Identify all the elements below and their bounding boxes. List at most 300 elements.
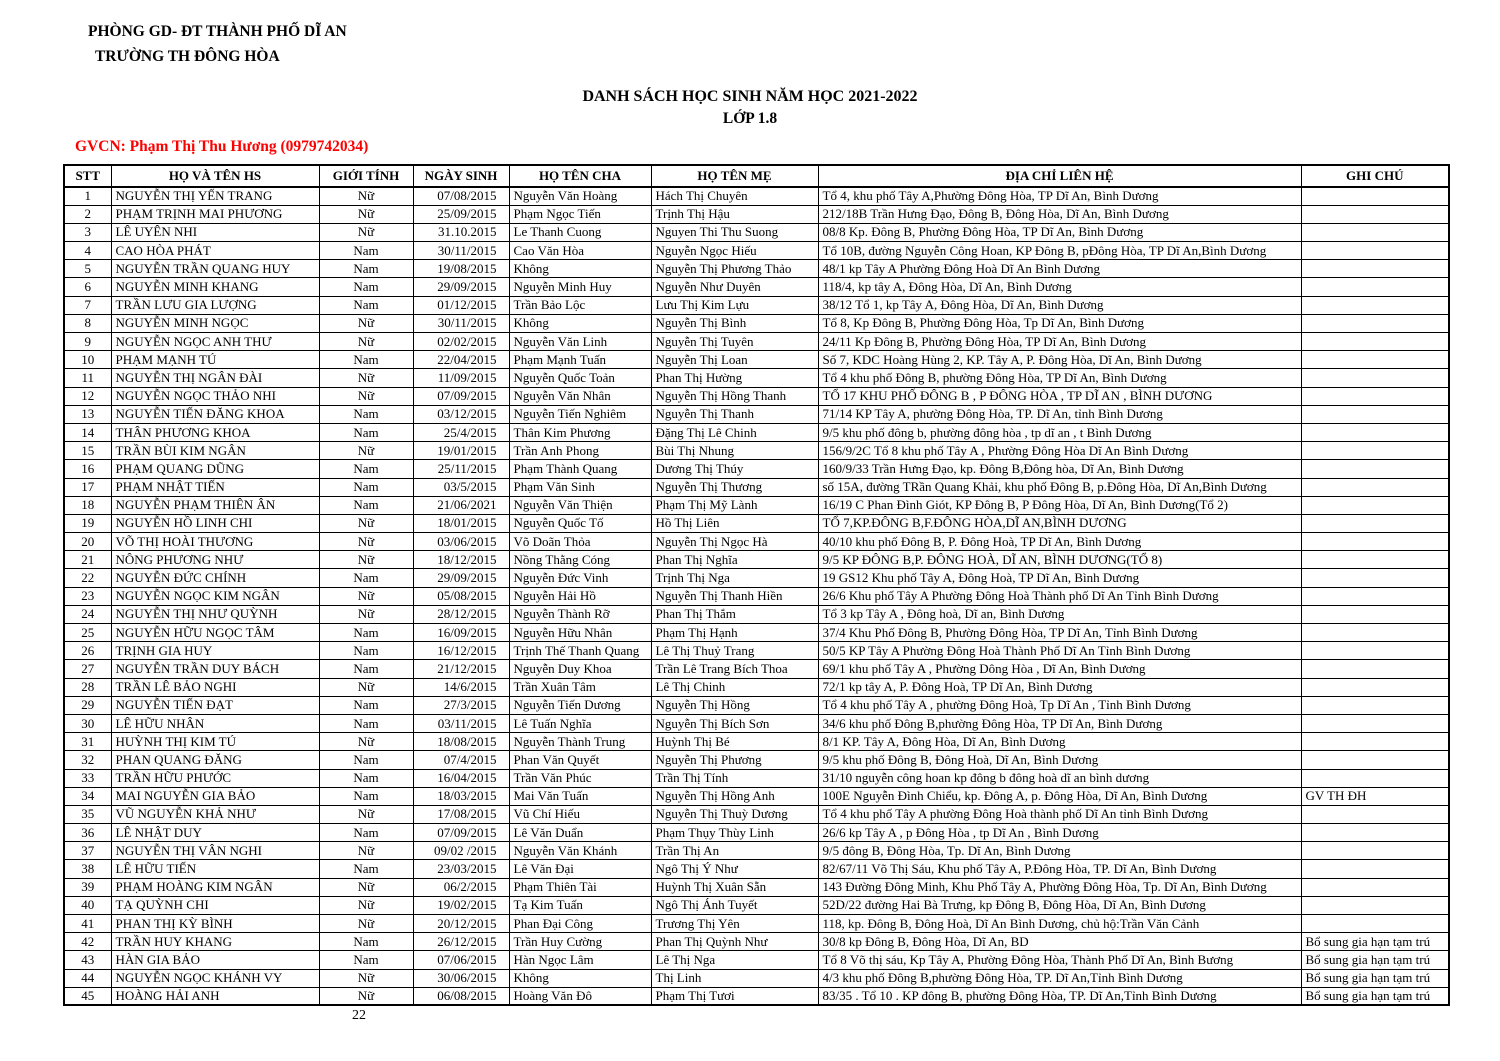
cell-ho-ten-cha: Nguyễn Đức Vinh: [509, 569, 651, 587]
cell-ho-ten-me: Dương Thị Thúy: [651, 460, 818, 478]
cell-ngay-sinh: 26/12/2015: [413, 933, 509, 951]
cell-ho-ten-me: Nguyễn Thị Thuỳ Dương: [651, 805, 818, 823]
cell-ho-va-ten-hs: NGUYỄN THỊ YẾN TRANG: [111, 187, 319, 205]
cell-ho-va-ten-hs: LÊ UYÊN NHI: [111, 223, 319, 241]
cell-ghi-chu: Bổ sung gia hạn tạm trú: [1301, 969, 1449, 987]
cell-ho-ten-cha: Nguyễn Quốc Tố: [509, 514, 651, 532]
cell-ho-va-ten-hs: PHẠM QUANG DŨNG: [111, 460, 319, 478]
cell-stt: 2: [64, 205, 111, 223]
table-row: [64, 333, 1449, 351]
cell-ho-va-ten-hs: NGUYỄN TRẦN DUY BÁCH: [111, 660, 319, 678]
cell-ho-va-ten-hs: NGUYỄN NGỌC ANH THƯ: [111, 333, 319, 351]
cell-stt: 45: [64, 987, 111, 1005]
cell-dia-chi-lien-he: số 15A, đường TRần Quang Khải, khu phố Đông B, p.Đông Hòa, Dĩ An,Bình Dương: [818, 478, 1301, 496]
cell-stt: 27: [64, 660, 111, 678]
cell-ghi-chu: [1301, 187, 1449, 205]
cell-stt: 43: [64, 951, 111, 969]
cell-stt: 26: [64, 642, 111, 660]
cell-ghi-chu: [1301, 478, 1449, 496]
cell-ho-ten-me: Nguyễn Thị Tuyên: [651, 333, 818, 351]
cell-ngay-sinh: 03/11/2015: [413, 714, 509, 732]
cell-ho-ten-me: Huỳnh Thị Xuân Sẵn: [651, 878, 818, 896]
cell-ho-ten-me: Lê Thị Thuỷ Trang: [651, 642, 818, 660]
cell-gioi-tinh: Nam: [319, 696, 413, 714]
cell-ho-va-ten-hs: THÂN PHƯƠNG KHOA: [111, 423, 319, 441]
cell-ho-ten-me: Hồ Thị Liên: [651, 514, 818, 532]
cell-ho-va-ten-hs: NGUYỄN PHẠM THIÊN ÂN: [111, 496, 319, 514]
cell-ngay-sinh: 03/5/2015: [413, 478, 509, 496]
cell-gioi-tinh: Nam: [319, 951, 413, 969]
cell-ghi-chu: [1301, 751, 1449, 769]
cell-ho-ten-me: Nguyễn Thị Phương: [651, 751, 818, 769]
cell-ho-ten-cha: Nguyễn Tiến Dương: [509, 696, 651, 714]
cell-ho-va-ten-hs: NGUYỄN MINH KHANG: [111, 278, 319, 296]
cell-ho-ten-me: Lê Thị Chinh: [651, 678, 818, 696]
cell-dia-chi-lien-he: 30/8 kp Đông B, Đông Hòa, Dĩ An, BD: [818, 933, 1301, 951]
cell-ghi-chu: [1301, 624, 1449, 642]
cell-ngay-sinh: 29/09/2015: [413, 569, 509, 587]
cell-dia-chi-lien-he: 26/6 kp Tây A , p Đông Hòa , tp Dĩ An , Bình Dương: [818, 824, 1301, 842]
cell-stt: 21: [64, 551, 111, 569]
cell-ho-va-ten-hs: NÔNG PHƯƠNG NHƯ: [111, 551, 319, 569]
cell-ngay-sinh: 09/02 /2015: [413, 842, 509, 860]
document-title-block: [0, 88, 1500, 128]
cell-ngay-sinh: 06/2/2015: [413, 878, 509, 896]
table-row: [64, 605, 1449, 623]
cell-gioi-tinh: Nữ: [319, 442, 413, 460]
cell-dia-chi-lien-he: Tổ 8, Kp Đông B, Phường Đông Hòa, Tp Dĩ An, Bình Dương: [818, 314, 1301, 332]
cell-ghi-chu: [1301, 878, 1449, 896]
cell-ho-ten-cha: Trần Bảo Lộc: [509, 296, 651, 314]
table-row: [64, 951, 1449, 969]
cell-ngay-sinh: 21/06/2021: [413, 496, 509, 514]
cell-dia-chi-lien-he: 83/35 . Tổ 10 . KP đông B, phường Đông Hòa, TP. Dĩ An,Tỉnh Bình Dương: [818, 987, 1301, 1005]
table-row: [64, 624, 1449, 642]
cell-ngay-sinh: 03/12/2015: [413, 405, 509, 423]
cell-gioi-tinh: Nam: [319, 642, 413, 660]
cell-stt: 30: [64, 714, 111, 732]
cell-ho-ten-me: Đặng Thị Lê Chinh: [651, 423, 818, 441]
cell-ho-ten-me: Nguyen Thi Thu Suong: [651, 223, 818, 241]
cell-ghi-chu: [1301, 824, 1449, 842]
cell-ho-va-ten-hs: TRẦN HUY KHANG: [111, 933, 319, 951]
cell-dia-chi-lien-he: 9/5 khu phố đông b, phường đông hòa , tp dĩ an , t Bình Dương: [818, 423, 1301, 441]
cell-gioi-tinh: Nam: [319, 460, 413, 478]
cell-ho-ten-me: Nguyễn Thị Thương: [651, 478, 818, 496]
table-row: [64, 969, 1449, 987]
cell-ngay-sinh: 30/11/2015: [413, 242, 509, 260]
cell-ho-ten-cha: Phan Văn Quyết: [509, 751, 651, 769]
table-row: [64, 296, 1449, 314]
cell-dia-chi-lien-he: 9/5 đông B, Đông Hòa, Tp. Dĩ An, Bình Dương: [818, 842, 1301, 860]
document-title: DANH SÁCH HỌC SINH NĂM HỌC 2021-2022: [582, 88, 918, 105]
cell-stt: 10: [64, 351, 111, 369]
cell-gioi-tinh: Nam: [319, 423, 413, 441]
cell-ngay-sinh: 25/11/2015: [413, 460, 509, 478]
cell-ngay-sinh: 30/11/2015: [413, 314, 509, 332]
cell-gioi-tinh: Nam: [319, 824, 413, 842]
cell-ho-ten-cha: Lê Văn Duẩn: [509, 824, 651, 842]
table-row: [64, 551, 1449, 569]
cell-gioi-tinh: Nam: [319, 569, 413, 587]
cell-ho-va-ten-hs: LÊ HỮU TIẾN: [111, 860, 319, 878]
cell-gioi-tinh: Nam: [319, 405, 413, 423]
cell-gioi-tinh: Nam: [319, 296, 413, 314]
cell-ghi-chu: Bổ sung gia hạn tạm trú: [1301, 933, 1449, 951]
cell-ho-ten-me: Phan Thị Nghĩa: [651, 551, 818, 569]
table-row: [64, 751, 1449, 769]
cell-stt: 29: [64, 696, 111, 714]
cell-ghi-chu: [1301, 805, 1449, 823]
cell-ghi-chu: [1301, 896, 1449, 914]
cell-ho-va-ten-hs: NGUYỄN HỒ LINH CHI: [111, 514, 319, 532]
cell-ho-ten-cha: Cao Văn Hòa: [509, 242, 651, 260]
cell-dia-chi-lien-he: Tổ 4, khu phố Tây A,Phường Đông Hòa, TP Dĩ An, Bình Dương: [818, 187, 1301, 205]
cell-ngay-sinh: 29/09/2015: [413, 278, 509, 296]
cell-gioi-tinh: Nữ: [319, 369, 413, 387]
cell-ho-ten-me: Nguyễn Thị Bích Sơn: [651, 714, 818, 732]
table-row: [64, 278, 1449, 296]
cell-ghi-chu: [1301, 769, 1449, 787]
cell-ngay-sinh: 16/12/2015: [413, 642, 509, 660]
cell-stt: 38: [64, 860, 111, 878]
cell-ho-va-ten-hs: HOÀNG HẢI ANH: [111, 987, 319, 1005]
table-row: [64, 805, 1449, 823]
table-row: [64, 314, 1449, 332]
cell-dia-chi-lien-he: Tổ 4 khu phố Tây A , phường Đông Hoà, Tp Dĩ An , Tỉnh Bình Dương: [818, 696, 1301, 714]
table-row: [64, 442, 1449, 460]
cell-ho-va-ten-hs: NGUYỄN TIẾN ĐĂNG KHOA: [111, 405, 319, 423]
cell-ho-ten-me: Trịnh Thị Nga: [651, 569, 818, 587]
cell-dia-chi-lien-he: 31/10 nguyễn công hoan kp đông b đông hoà dĩ an bình dương: [818, 769, 1301, 787]
cell-ghi-chu: [1301, 205, 1449, 223]
header-row: [64, 165, 1449, 187]
cell-stt: 18: [64, 496, 111, 514]
table-row: [64, 896, 1449, 914]
cell-ho-ten-cha: Lê Văn Đại: [509, 860, 651, 878]
table-row: [64, 714, 1449, 732]
cell-ngay-sinh: 31.10.2015: [413, 223, 509, 241]
cell-ghi-chu: GV TH ĐH: [1301, 787, 1449, 805]
cell-ho-va-ten-hs: NGUYỄN TIẾN ĐẠT: [111, 696, 319, 714]
cell-ngay-sinh: 20/12/2015: [413, 915, 509, 933]
cell-gioi-tinh: Nữ: [319, 915, 413, 933]
cell-ngay-sinh: 14/6/2015: [413, 678, 509, 696]
table-row: [64, 223, 1449, 241]
cell-dia-chi-lien-he: 40/10 khu phố Đông B, P. Đông Hoà, TP Dĩ An, Bình Dương: [818, 533, 1301, 551]
table-row: [64, 514, 1449, 532]
table-row: [64, 878, 1449, 896]
cell-ho-va-ten-hs: NGUYỄN THỊ VÂN NGHI: [111, 842, 319, 860]
cell-ho-ten-cha: Lê Tuấn Nghĩa: [509, 714, 651, 732]
cell-ho-va-ten-hs: NGUYỄN TRẦN QUANG HUY: [111, 260, 319, 278]
column-header-ho-ten-cha: HỌ TÊN CHA: [509, 165, 651, 187]
cell-ngay-sinh: 07/09/2015: [413, 824, 509, 842]
cell-ho-ten-cha: Phạm Mạnh Tuấn: [509, 351, 651, 369]
cell-ho-ten-me: Lưu Thị Kim Lựu: [651, 296, 818, 314]
cell-dia-chi-lien-he: 34/6 khu phố Đông B,phường Đông Hòa, TP Dĩ An, Bình Dương: [818, 714, 1301, 732]
cell-ho-va-ten-hs: VÕ THỊ HOÀI THƯƠNG: [111, 533, 319, 551]
cell-ho-ten-cha: Nguyễn Quốc Toản: [509, 369, 651, 387]
cell-ho-va-ten-hs: NGUYỄN THỊ NHƯ QUỲNH: [111, 605, 319, 623]
cell-ho-va-ten-hs: LÊ NHẬT DUY: [111, 824, 319, 842]
cell-ho-ten-me: Lê Thị Nga: [651, 951, 818, 969]
cell-gioi-tinh: Nam: [319, 714, 413, 732]
cell-gioi-tinh: Nữ: [319, 805, 413, 823]
cell-stt: 9: [64, 333, 111, 351]
cell-ho-ten-cha: Nguyễn Văn Thiện: [509, 496, 651, 514]
cell-gioi-tinh: Nam: [319, 860, 413, 878]
cell-ho-ten-me: Nguyễn Thị Hồng Anh: [651, 787, 818, 805]
cell-ho-ten-me: Nguyễn Thị Hồng: [651, 696, 818, 714]
cell-stt: 17: [64, 478, 111, 496]
table-row: [64, 351, 1449, 369]
cell-ghi-chu: [1301, 387, 1449, 405]
cell-dia-chi-lien-he: 16/19 C Phan Đình Giót, KP Đông B, P Đông Hòa, Dĩ An, Bình Dương(Tổ 2): [818, 496, 1301, 514]
cell-ho-ten-cha: Nguyễn Hữu Nhân: [509, 624, 651, 642]
cell-gioi-tinh: Nam: [319, 769, 413, 787]
cell-dia-chi-lien-he: Tổ 4 khu phố Tây A phường Đông Hoà thành phố Dĩ An tỉnh Bình Dương: [818, 805, 1301, 823]
cell-gioi-tinh: Nữ: [319, 987, 413, 1005]
student-table-body: [64, 187, 1449, 1005]
table-row: [64, 915, 1449, 933]
cell-ho-va-ten-hs: PHẠM MẠNH TÚ: [111, 351, 319, 369]
cell-stt: 41: [64, 915, 111, 933]
table-row: [64, 496, 1449, 514]
cell-ghi-chu: [1301, 514, 1449, 532]
cell-dia-chi-lien-he: 72/1 kp tây A, P. Đông Hoà, TP Dĩ An, Bình Dương: [818, 678, 1301, 696]
cell-ho-ten-cha: Nguyễn Văn Linh: [509, 333, 651, 351]
cell-ho-ten-me: Phan Thị Thắm: [651, 605, 818, 623]
cell-ghi-chu: [1301, 496, 1449, 514]
cell-gioi-tinh: Nữ: [319, 187, 413, 205]
cell-ho-ten-cha: Nguyễn Văn Nhân: [509, 387, 651, 405]
cell-ho-ten-me: Hách Thị Chuyên: [651, 187, 818, 205]
page-number: 22: [352, 1008, 366, 1023]
cell-ngay-sinh: 11/09/2015: [413, 369, 509, 387]
table-row: [64, 205, 1449, 223]
cell-ho-ten-cha: Trần Xuân Tâm: [509, 678, 651, 696]
cell-dia-chi-lien-he: Tổ 10B, đường Nguyễn Công Hoan, KP Đông B, pĐông Hòa, TP Dĩ An,Bình Dương: [818, 242, 1301, 260]
cell-stt: 16: [64, 460, 111, 478]
cell-stt: 12: [64, 387, 111, 405]
cell-dia-chi-lien-he: 118, kp. Đông B, Đông Hoà, Dĩ An Bình Dương, chủ hộ:Trần Văn Cảnh: [818, 915, 1301, 933]
cell-ho-va-ten-hs: TRẦN HỮU PHƯỚC: [111, 769, 319, 787]
cell-gioi-tinh: Nữ: [319, 896, 413, 914]
cell-dia-chi-lien-he: 24/11 Kp Đông B, Phường Đông Hòa, TP Dĩ An, Bình Dương: [818, 333, 1301, 351]
cell-gioi-tinh: Nam: [319, 624, 413, 642]
cell-ho-va-ten-hs: TẠ QUỲNH CHI: [111, 896, 319, 914]
cell-gioi-tinh: Nam: [319, 351, 413, 369]
cell-dia-chi-lien-he: 118/4, kp tây A, Đông Hòa, Dĩ An, Bình Dương: [818, 278, 1301, 296]
cell-ngay-sinh: 25/09/2015: [413, 205, 509, 223]
cell-ho-ten-me: Nguyễn Ngọc Hiếu: [651, 242, 818, 260]
cell-dia-chi-lien-he: 143 Đường Đông Minh, Khu Phố Tây A, Phường Đông Hòa, Tp. Dĩ An, Bình Dương: [818, 878, 1301, 896]
cell-ho-ten-cha: Nguyễn Thành Rỡ: [509, 605, 651, 623]
cell-stt: 39: [64, 878, 111, 896]
column-header-stt: STT: [64, 165, 111, 187]
cell-dia-chi-lien-he: 8/1 KP. Tây A, Đông Hòa, Dĩ An, Bình Dương: [818, 733, 1301, 751]
cell-dia-chi-lien-he: Tổ 8 Võ thị sáu, Kp Tây A, Phường Đông Hòa, Thành Phố Dĩ An, Bình Bương: [818, 951, 1301, 969]
student-table: [63, 164, 1450, 1006]
cell-ho-va-ten-hs: NGUYỄN NGỌC THẢO NHI: [111, 387, 319, 405]
table-row: [64, 642, 1449, 660]
cell-gioi-tinh: Nữ: [319, 733, 413, 751]
cell-ho-va-ten-hs: TRẦN BÙI KIM NGÂN: [111, 442, 319, 460]
org-header: [88, 20, 347, 70]
cell-ho-ten-cha: Không: [509, 314, 651, 332]
cell-ngay-sinh: 19/08/2015: [413, 260, 509, 278]
cell-ho-ten-cha: Nguyễn Minh Huy: [509, 278, 651, 296]
cell-ghi-chu: [1301, 696, 1449, 714]
cell-gioi-tinh: Nữ: [319, 605, 413, 623]
cell-gioi-tinh: Nữ: [319, 842, 413, 860]
cell-ho-ten-me: Phạm Thị Hạnh: [651, 624, 818, 642]
cell-dia-chi-lien-he: 156/9/2C Tổ 8 khu phố Tây A , Phường Đông Hòa Dĩ An Bình Dương: [818, 442, 1301, 460]
cell-ghi-chu: [1301, 460, 1449, 478]
homeroom-teacher-line: GVCN: Phạm Thị Thu Hương (0979742034): [75, 138, 369, 155]
cell-ngay-sinh: 23/03/2015: [413, 860, 509, 878]
cell-ghi-chu: [1301, 860, 1449, 878]
cell-ho-ten-cha: Nguyễn Thành Trung: [509, 733, 651, 751]
cell-ngay-sinh: 05/08/2015: [413, 587, 509, 605]
cell-ho-ten-me: Trương Thị Yên: [651, 915, 818, 933]
cell-gioi-tinh: Nữ: [319, 587, 413, 605]
cell-ngay-sinh: 18/03/2015: [413, 787, 509, 805]
cell-gioi-tinh: Nam: [319, 260, 413, 278]
cell-dia-chi-lien-he: 19 GS12 Khu phố Tây A, Đông Hoà, TP Dĩ An, Bình Dương: [818, 569, 1301, 587]
cell-stt: 19: [64, 514, 111, 532]
cell-ho-va-ten-hs: NGUYỄN THỊ NGÂN ĐÀI: [111, 369, 319, 387]
cell-dia-chi-lien-he: 37/4 Khu Phố Đông B, Phường Đông Hòa, TP Dĩ An, Tỉnh Bình Dương: [818, 624, 1301, 642]
cell-ghi-chu: [1301, 660, 1449, 678]
cell-stt: 40: [64, 896, 111, 914]
cell-ghi-chu: [1301, 587, 1449, 605]
cell-ho-ten-me: Trần Lê Trang Bích Thoa: [651, 660, 818, 678]
table-row: [64, 933, 1449, 951]
cell-ho-va-ten-hs: VŨ NGUYỄN KHẢ NHƯ: [111, 805, 319, 823]
cell-ho-ten-me: Trịnh Thị Hậu: [651, 205, 818, 223]
cell-ho-ten-me: Phan Thị Hường: [651, 369, 818, 387]
cell-gioi-tinh: Nữ: [319, 333, 413, 351]
cell-gioi-tinh: Nam: [319, 478, 413, 496]
cell-ho-va-ten-hs: HUỲNH THỊ KIM TÚ: [111, 733, 319, 751]
cell-stt: 5: [64, 260, 111, 278]
cell-stt: 31: [64, 733, 111, 751]
cell-dia-chi-lien-he: 160/9/33 Trần Hưng Đạo, kp. Đông B,Đông hòa, Dĩ An, Bình Dương: [818, 460, 1301, 478]
cell-gioi-tinh: Nam: [319, 496, 413, 514]
cell-stt: 15: [64, 442, 111, 460]
cell-ho-ten-me: Nguyễn Thị Bình: [651, 314, 818, 332]
cell-stt: 1: [64, 187, 111, 205]
table-row: [64, 405, 1449, 423]
cell-ho-ten-cha: Võ Doãn Thỏa: [509, 533, 651, 551]
cell-gioi-tinh: Nữ: [319, 533, 413, 551]
cell-dia-chi-lien-he: 9/5 KP ĐÔNG B,P. ĐÔNG HOÀ, DĨ AN, BÌNH DƯƠNG(TỔ 8): [818, 551, 1301, 569]
cell-ghi-chu: [1301, 278, 1449, 296]
cell-dia-chi-lien-he: 08/8 Kp. Đông B, Phường Đông Hòa, TP Dĩ An, Bình Dương: [818, 223, 1301, 241]
cell-gioi-tinh: Nữ: [319, 969, 413, 987]
table-row: [64, 460, 1449, 478]
cell-ho-va-ten-hs: PHẠM TRỊNH MAI PHƯƠNG: [111, 205, 319, 223]
cell-dia-chi-lien-he: 50/5 KP Tây A Phường Đông Hoà Thành Phố Dĩ An Tỉnh Bình Dương: [818, 642, 1301, 660]
cell-ho-ten-cha: Không: [509, 969, 651, 987]
cell-ghi-chu: [1301, 642, 1449, 660]
cell-stt: 33: [64, 769, 111, 787]
cell-ho-ten-cha: Phan Đại Công: [509, 915, 651, 933]
cell-ngay-sinh: 22/04/2015: [413, 351, 509, 369]
table-row: [64, 260, 1449, 278]
cell-stt: 7: [64, 296, 111, 314]
cell-dia-chi-lien-he: 212/18B Trần Hưng Đạo, Đông B, Đông Hòa, Dĩ An, Bình Dương: [818, 205, 1301, 223]
table-row: [64, 824, 1449, 842]
cell-gioi-tinh: Nữ: [319, 205, 413, 223]
cell-ngay-sinh: 07/06/2015: [413, 951, 509, 969]
cell-ho-ten-cha: Nguyễn Tiến Nghiêm: [509, 405, 651, 423]
cell-ghi-chu: [1301, 260, 1449, 278]
cell-ngay-sinh: 25/4/2015: [413, 423, 509, 441]
cell-dia-chi-lien-he: 26/6 Khu phố Tây A Phường Đông Hoà Thành phố Dĩ An Tỉnh Bình Dương: [818, 587, 1301, 605]
cell-ho-ten-me: Nguyễn Thị Thanh: [651, 405, 818, 423]
cell-stt: 4: [64, 242, 111, 260]
cell-ngay-sinh: 07/09/2015: [413, 387, 509, 405]
cell-dia-chi-lien-he: Tổ 4 khu phố Đông B, phường Đông Hòa, TP Dĩ An, Bình Dương: [818, 369, 1301, 387]
cell-ngay-sinh: 07/4/2015: [413, 751, 509, 769]
table-row: [64, 987, 1449, 1005]
cell-dia-chi-lien-he: TỔ 7,KP.ĐÔNG B,F.ĐÔNG HÒA,DĨ AN,BÌNH DƯƠNG: [818, 514, 1301, 532]
cell-ngay-sinh: 28/12/2015: [413, 605, 509, 623]
cell-ho-ten-cha: Nguyễn Hải Hồ: [509, 587, 651, 605]
cell-dia-chi-lien-he: Tổ 3 kp Tây A , Đông hoà, Dĩ an, Bình Dương: [818, 605, 1301, 623]
cell-ho-ten-cha: Phạm Thành Quang: [509, 460, 651, 478]
table-row: [64, 242, 1449, 260]
class-subtitle: LỚP 1.8: [722, 110, 778, 127]
cell-ngay-sinh: 02/02/2015: [413, 333, 509, 351]
cell-stt: 37: [64, 842, 111, 860]
cell-ghi-chu: [1301, 242, 1449, 260]
table-row: [64, 478, 1449, 496]
cell-ghi-chu: [1301, 915, 1449, 933]
cell-ho-ten-me: Phan Thị Quỳnh Như: [651, 933, 818, 951]
cell-gioi-tinh: Nam: [319, 933, 413, 951]
cell-ho-ten-me: Nguyễn Thị Ngọc Hà: [651, 533, 818, 551]
column-header-gioi-tinh: GIỚI TÍNH: [319, 165, 413, 187]
column-header-ho-va-ten-hs: HỌ VÀ TÊN HS: [111, 165, 319, 187]
cell-stt: 13: [64, 405, 111, 423]
cell-ghi-chu: [1301, 714, 1449, 732]
cell-ngay-sinh: 16/09/2015: [413, 624, 509, 642]
cell-ho-va-ten-hs: MAI NGUYỄN GIA BẢO: [111, 787, 319, 805]
cell-ho-ten-me: Ngô Thị Ý Như: [651, 860, 818, 878]
cell-ngay-sinh: 21/12/2015: [413, 660, 509, 678]
cell-ghi-chu: [1301, 678, 1449, 696]
table-row: [64, 769, 1449, 787]
cell-dia-chi-lien-he: 69/1 khu phố Tây A , Phường Dông Hòa , Dĩ An, Bình Dương: [818, 660, 1301, 678]
cell-stt: 3: [64, 223, 111, 241]
cell-dia-chi-lien-he: 82/67/11 Võ Thị Sáu, Khu phố Tây A, P.Đông Hòa, TP. Dĩ An, Bình Dương: [818, 860, 1301, 878]
cell-ho-ten-cha: Nồng Thằng Cóng: [509, 551, 651, 569]
cell-stt: 32: [64, 751, 111, 769]
cell-ho-ten-cha: Nguyễn Văn Hoàng: [509, 187, 651, 205]
student-table-head: [64, 165, 1449, 187]
cell-ho-va-ten-hs: PHẠM NHẬT TIẾN: [111, 478, 319, 496]
cell-ho-ten-me: Bùi Thị Nhung: [651, 442, 818, 460]
cell-ho-ten-cha: Tạ Kim Tuấn: [509, 896, 651, 914]
cell-ho-ten-cha: Không: [509, 260, 651, 278]
cell-ngay-sinh: 03/06/2015: [413, 533, 509, 551]
cell-ho-ten-cha: Trần Văn Phúc: [509, 769, 651, 787]
cell-ho-ten-cha: Thân Kim Phương: [509, 423, 651, 441]
